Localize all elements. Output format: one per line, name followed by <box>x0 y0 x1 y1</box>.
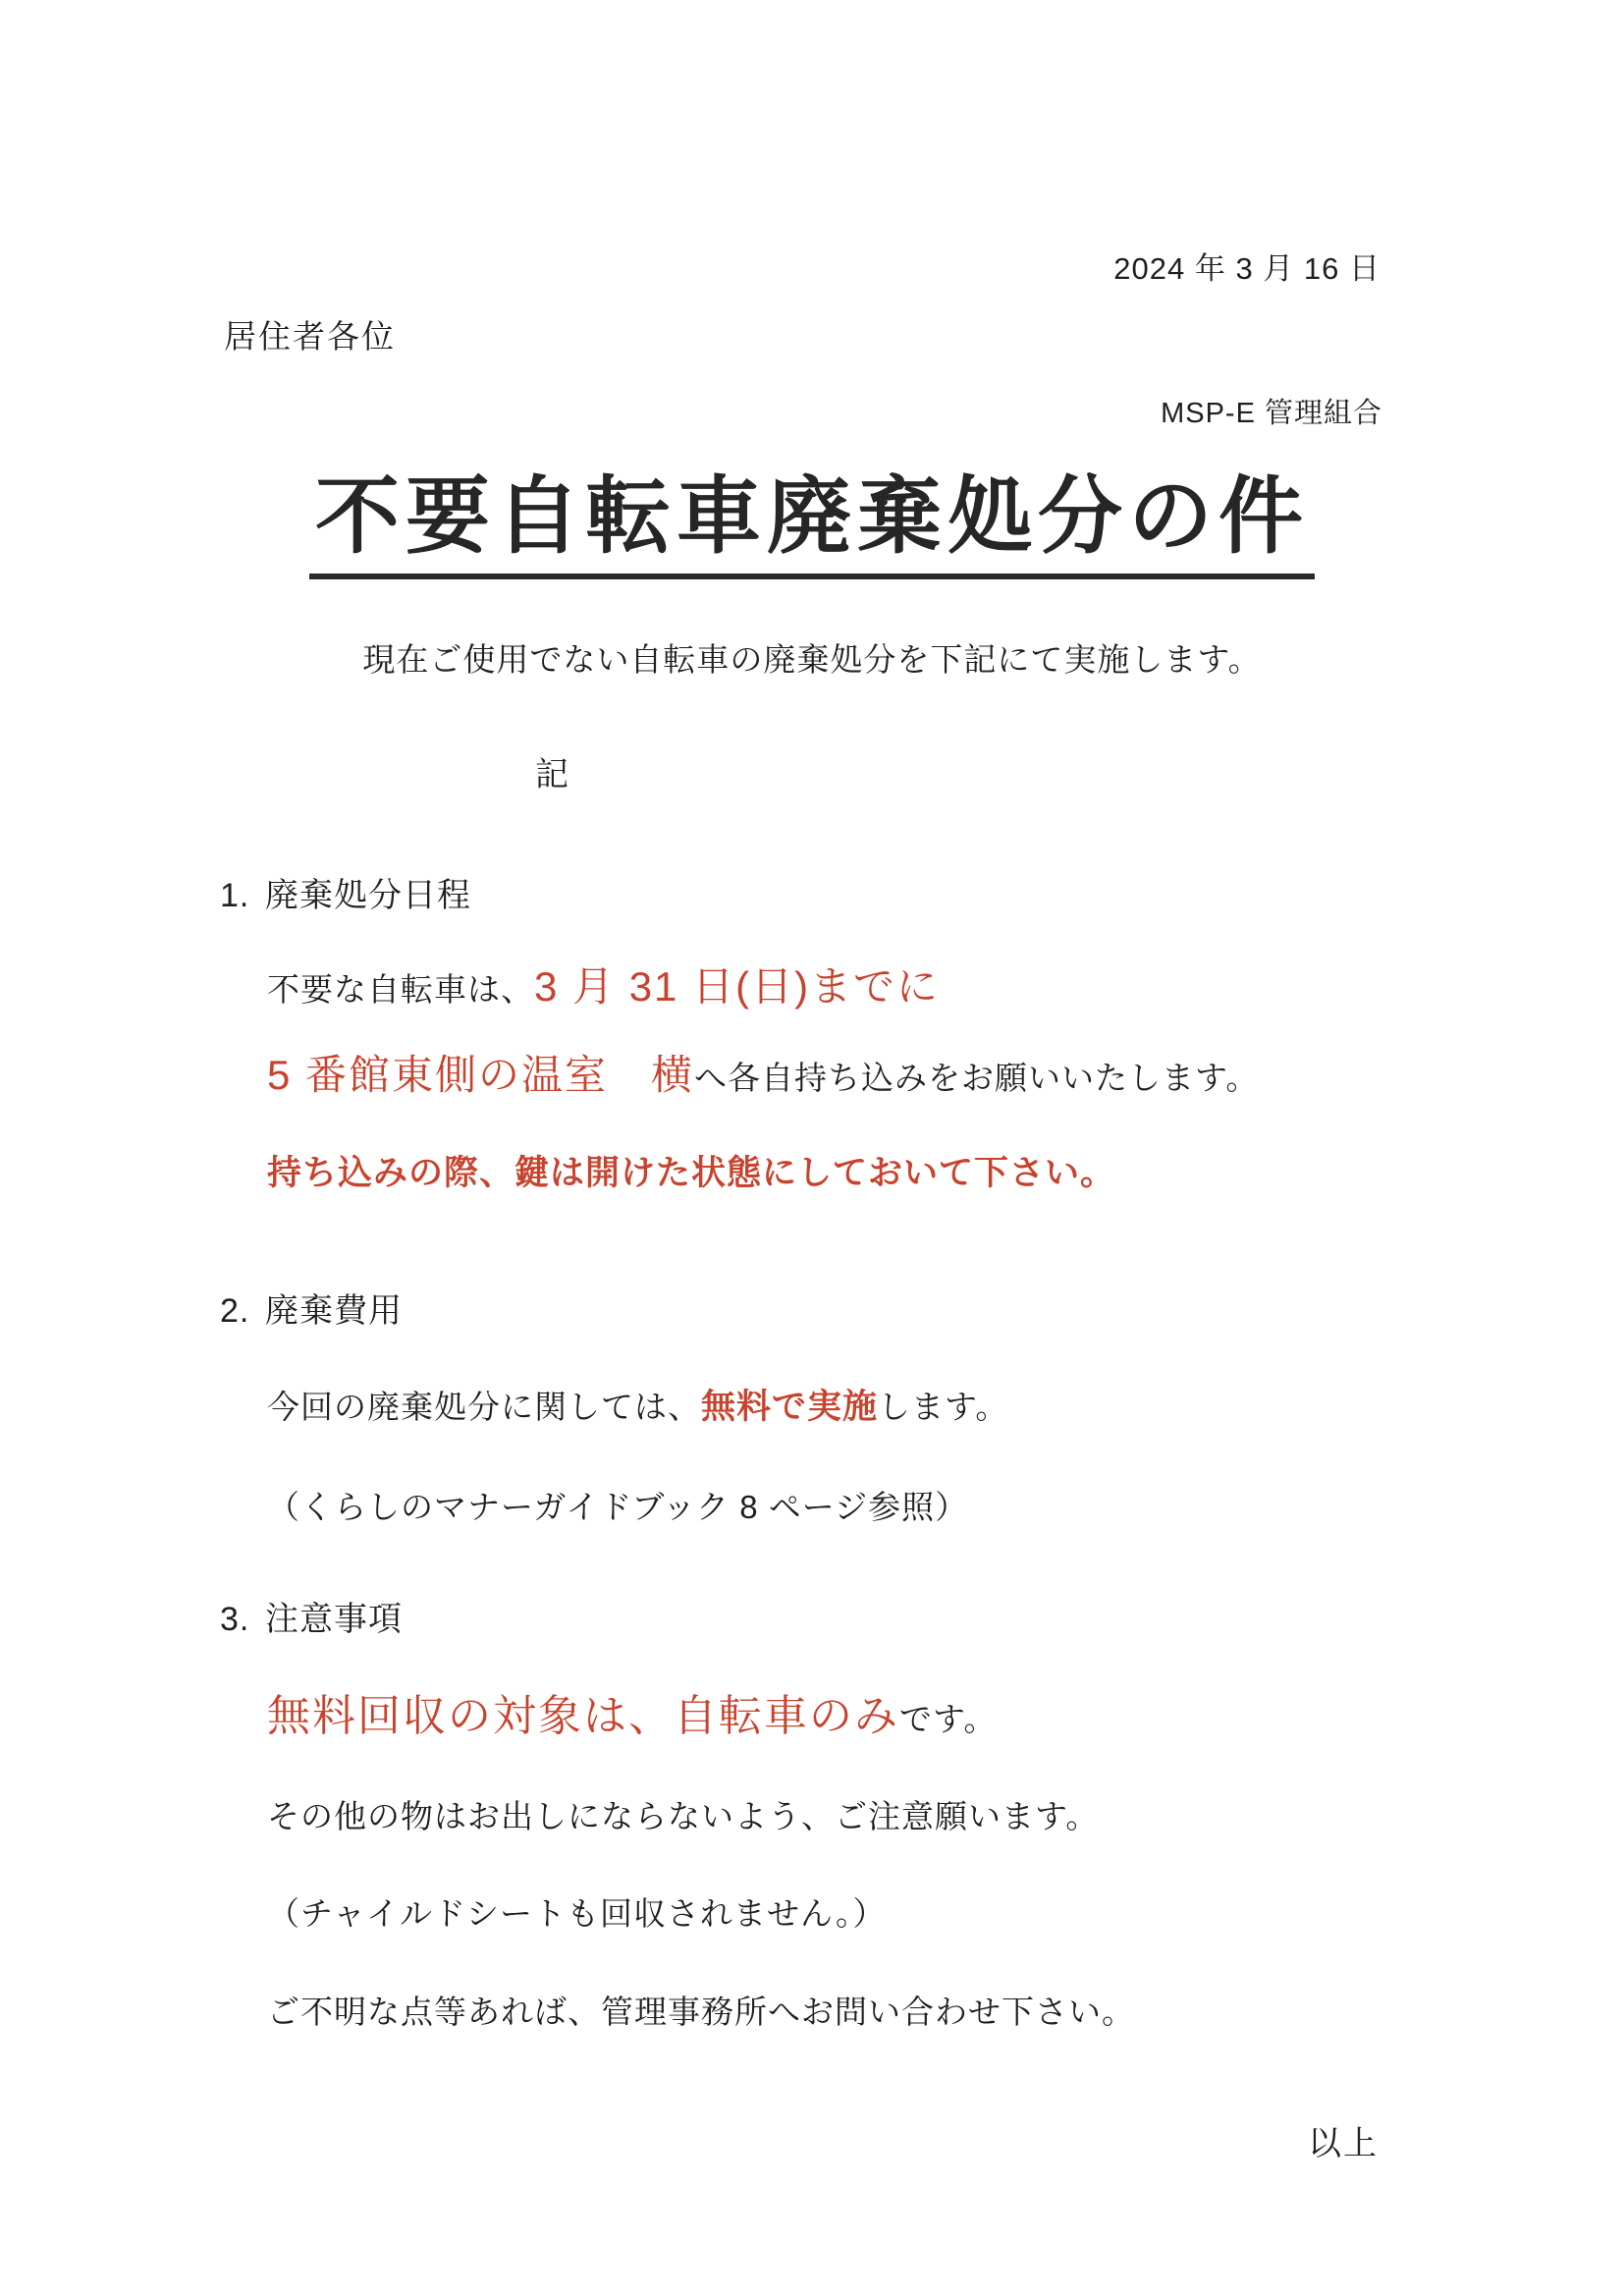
free-of-charge-text: 無料で実施 <box>701 1388 879 1427</box>
section-2-line-cost <box>0 1383 1624 1433</box>
child-seat-note-text: （チャイルドシートも回収されません。） <box>267 1895 887 1933</box>
deadline-prefix-text: 不要な自転車は、 <box>267 970 534 1008</box>
deadline-date-text: 3 月 31 日(日)までに <box>534 962 941 1010</box>
section-2-title: 廃棄費用 <box>265 1292 403 1331</box>
intro-text: 現在ご使用でない自転車の廃棄処分を下記にて実施します。 <box>362 640 1262 678</box>
sender: MSP-E 管理組合 <box>1161 398 1382 429</box>
recipient: 居住者各位 <box>224 318 396 355</box>
location-text: 5 番館東側の温室 横 <box>267 1052 695 1099</box>
section-1-line-location <box>0 1046 1624 1106</box>
closing-marker: 以上 <box>1308 2125 1379 2163</box>
section-2-heading <box>0 1284 1624 1332</box>
document-date: 2024 年 3 月 16 日 <box>1113 251 1380 286</box>
section-2-line-guidebook-ref <box>0 1484 1624 1531</box>
section-2-number: 2. <box>220 1292 250 1331</box>
location-suffix-text: へ各自持ち込みをお願いいたします。 <box>694 1060 1260 1097</box>
section-3-line-other-items <box>0 1793 1624 1840</box>
section-3-heading <box>0 1592 1624 1640</box>
section-3-number: 3. <box>220 1600 250 1638</box>
section-3-line-contact <box>0 1989 1624 2036</box>
record-marker: 記 <box>535 755 568 793</box>
section-1-heading <box>0 868 1624 916</box>
cost-prefix-text: 今回の廃棄処分に関しては、 <box>267 1389 701 1426</box>
section-3-title: 注意事項 <box>265 1600 403 1638</box>
guidebook-ref-text: （くらしのマナーガイドブック 8 ページ参照） <box>267 1488 969 1525</box>
section-3-line-bicycles-only <box>0 1685 1624 1748</box>
other-items-text: その他の物はお出しにならないよう、ご注意願います。 <box>267 1797 1100 1834</box>
section-1-line-unlock-note <box>0 1149 1624 1199</box>
section-1-line-deadline <box>0 957 1624 1017</box>
section-1-title: 廃棄処分日程 <box>265 876 471 914</box>
page-title: 不要自転車廃棄処分の件 <box>309 470 1315 579</box>
bicycles-only-suffix-text: です。 <box>899 1700 998 1737</box>
contact-office-text: ご不明な点等あれば、管理事務所へお問い合わせ下さい。 <box>267 1994 1135 2031</box>
section-3-line-child-seat <box>0 1890 1624 1938</box>
cost-suffix-text: します。 <box>878 1389 1009 1426</box>
bicycles-only-text: 無料回収の対象は、自転車のみ <box>267 1691 899 1740</box>
unlock-note-text: 持ち込みの際、鍵は開けた状態にしておいて下さい。 <box>267 1154 1116 1193</box>
title-container <box>0 470 1624 579</box>
section-1-number: 1. <box>220 876 250 914</box>
